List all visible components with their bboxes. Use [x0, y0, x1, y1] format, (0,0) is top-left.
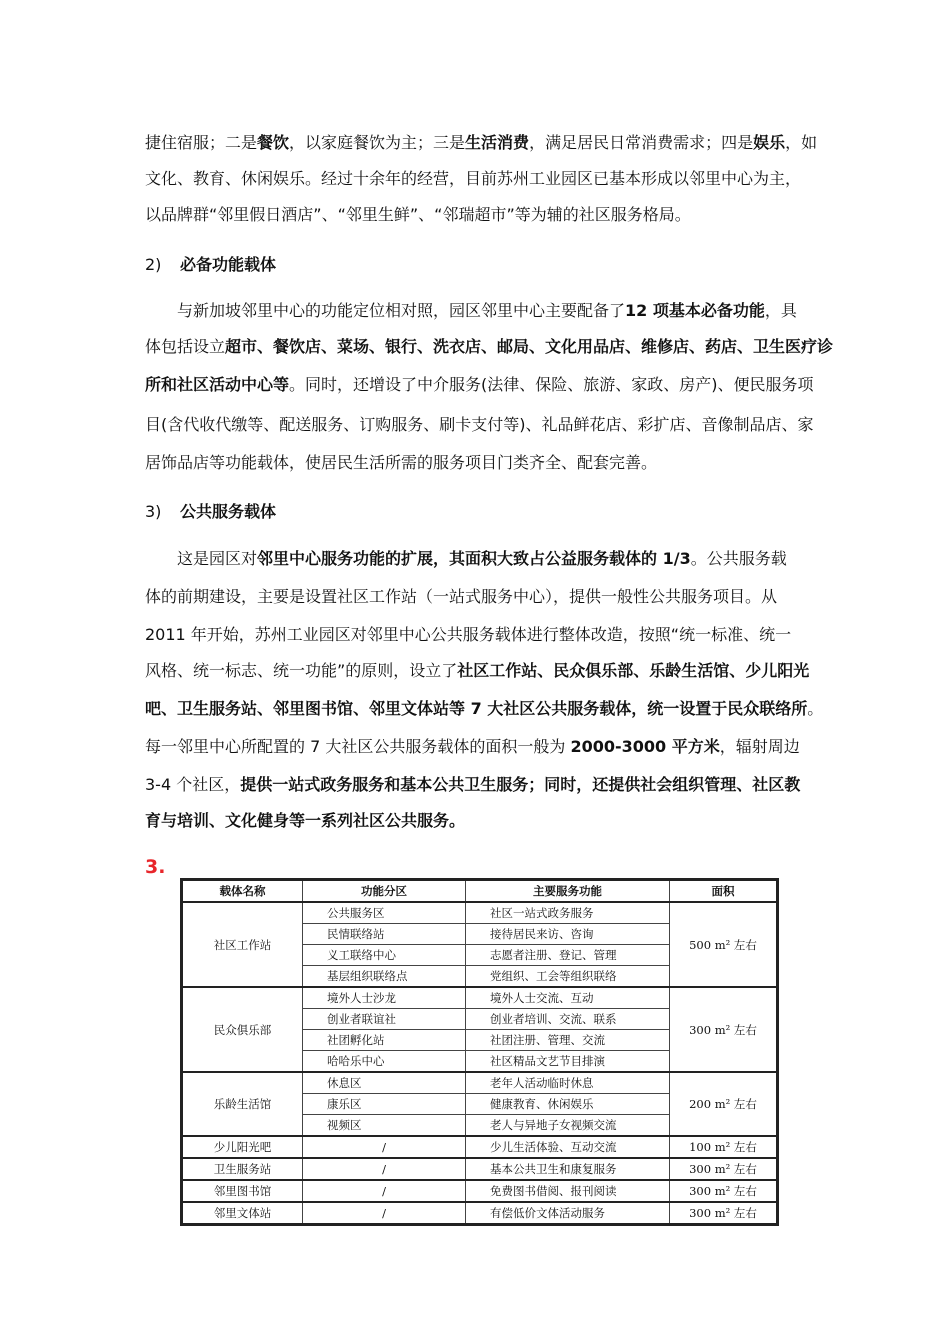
- carrier-name: 少儿阳光吧: [182, 1136, 303, 1158]
- p3-line-6: 每一邻里中心所配置的 7 大社区公共服务载体的面积一般为 2000-3000 平方米，辐射周边: [145, 737, 800, 756]
- table-row: [182, 987, 778, 1009]
- p2-line-5: 居饰品店等功能载体，使居民生活所需的服务项目门类齐全、配套完善。: [145, 453, 658, 472]
- p3-line-7: 3-4 个社区，提供一站式政务服务和基本公共卫生服务；同时，还提供社会组织管理、社区教: [145, 775, 801, 794]
- carrier-name: 社区工作站: [182, 902, 303, 987]
- function-zone: /: [303, 1180, 466, 1202]
- header-carrier-name: 载体名称: [182, 880, 303, 903]
- service-function: 党组织、工会等组织联络: [466, 966, 670, 988]
- function-zone: 民情联络站: [303, 924, 466, 945]
- carrier-area: 300 m² 左右: [670, 1180, 778, 1202]
- service-function: 基本公共卫生和康复服务: [466, 1158, 670, 1180]
- function-zone: 社团孵化站: [303, 1030, 466, 1051]
- p3-line-5: 吧、卫生服务站、邻里图书馆、邻里文体站等 7 大社区公共服务载体，统一设置于民众联络所。: [145, 699, 824, 718]
- function-zone: 义工联络中心: [303, 945, 466, 966]
- carrier-area: 500 m² 左右: [670, 902, 778, 987]
- service-function: 志愿者注册、登记、管理: [466, 945, 670, 966]
- function-zone: /: [303, 1136, 466, 1158]
- service-function: 健康教育、休闲娱乐: [466, 1094, 670, 1115]
- service-function: 少儿生活体验、互动交流: [466, 1136, 670, 1158]
- service-function: 老年人活动临时休息: [466, 1072, 670, 1094]
- service-function: 社区精品文艺节目排演: [466, 1051, 670, 1073]
- p3-line-1: 这是园区对邻里中心服务功能的扩展，其面积大致占公益服务载体的 1/3。公共服务载: [177, 549, 787, 568]
- service-function: 社区一站式政务服务: [466, 902, 670, 924]
- function-zone: 哈哈乐中心: [303, 1051, 466, 1073]
- carrier-name: 民众俱乐部: [182, 987, 303, 1072]
- intro-line-1: 捷住宿服；二是餐饮，以家庭餐饮为主；三是生活消费，满足居民日常消费需求；四是娱乐，如: [145, 133, 818, 152]
- service-function: 境外人士交流、互动: [466, 987, 670, 1009]
- heading-public-services: 3) 公共服务载体: [145, 502, 277, 521]
- intro-line-2: 文化、教育、休闲娱乐。经过十余年的经营，目前苏州工业园区已基本形成以邻里中心为主，: [145, 169, 802, 188]
- heading-essential-functions: 2) 必备功能载体: [145, 255, 277, 274]
- table-row: [182, 1136, 778, 1158]
- table-row: [182, 1072, 778, 1094]
- header-main-service: 主要服务功能: [466, 880, 670, 903]
- function-zone: 基层组织联络点: [303, 966, 466, 988]
- p3-line-2: 体的前期建设，主要是设置社区工作站（一站式服务中心），提供一般性公共服务项目。从: [145, 587, 778, 606]
- service-function: 社团注册、管理、交流: [466, 1030, 670, 1051]
- function-zone: 视频区: [303, 1115, 466, 1137]
- service-function: 接待居民来访、咨询: [466, 924, 670, 945]
- function-zone: /: [303, 1158, 466, 1180]
- table-row: [182, 1158, 778, 1180]
- carrier-name: 卫生服务站: [182, 1158, 303, 1180]
- carrier-area: 100 m² 左右: [670, 1136, 778, 1158]
- carrier-area: 200 m² 左右: [670, 1072, 778, 1136]
- function-zone: 创业者联谊社: [303, 1009, 466, 1030]
- carrier-area: 300 m² 左右: [670, 987, 778, 1072]
- p2-line-3: 所和社区活动中心等。同时，还增设了中介服务(法律、保险、旅游、家政、房产)、便民服务项: [145, 375, 814, 394]
- function-zone: 公共服务区: [303, 902, 466, 924]
- carrier-area: 300 m² 左右: [670, 1202, 778, 1225]
- function-zone: 境外人士沙龙: [303, 987, 466, 1009]
- table-row: [182, 1180, 778, 1202]
- section-number: 3.: [145, 856, 166, 878]
- service-function: 老人与异地子女视频交流: [466, 1115, 670, 1137]
- service-function: 有偿低价文体活动服务: [466, 1202, 670, 1225]
- p3-line-4: 风格、统一标志、统一功能”的原则，设立了社区工作站、民众俱乐部、乐龄生活馆、少儿阳光: [145, 661, 810, 680]
- p2-line-2: 体包括设立超市、餐饮店、菜场、银行、洗衣店、邮局、文化用品店、维修店、药店、卫生医疗诊: [145, 337, 834, 356]
- table-row: [182, 1202, 778, 1225]
- p2-line-4: 目(含代收代缴等、配送服务、订购服务、刷卡支付等)、礼品鲜花店、彩扩店、音像制品店、家: [145, 415, 814, 434]
- carrier-area: 300 m² 左右: [670, 1158, 778, 1180]
- function-zone: 休息区: [303, 1072, 466, 1094]
- function-zone: 康乐区: [303, 1094, 466, 1115]
- service-carrier-table: [180, 878, 779, 1226]
- service-function: 免费图书借阅、报刊阅读: [466, 1180, 670, 1202]
- header-area: 面积: [670, 880, 778, 903]
- intro-line-3: 以品牌群“邻里假日酒店”、“邻里生鲜”、“邻瑞超市”等为辅的社区服务格局。: [145, 205, 691, 224]
- p3-line-3: 2011 年开始，苏州工业园区对邻里中心公共服务载体进行整体改造，按照“统一标准、统一: [145, 625, 792, 644]
- function-zone: /: [303, 1202, 466, 1225]
- carrier-name: 邻里图书馆: [182, 1180, 303, 1202]
- carrier-name: 邻里文体站: [182, 1202, 303, 1225]
- p3-line-8: 育与培训、文化健身等一系列社区公共服务。: [145, 811, 466, 830]
- table-header-row: [182, 880, 778, 903]
- header-function-zone: 功能分区: [303, 880, 466, 903]
- p2-line-1: 与新加坡邻里中心的功能定位相对照，园区邻里中心主要配备了12 项基本必备功能，具: [177, 301, 797, 320]
- table-row: [182, 902, 778, 924]
- carrier-name: 乐龄生活馆: [182, 1072, 303, 1136]
- service-function: 创业者培训、交流、联系: [466, 1009, 670, 1030]
